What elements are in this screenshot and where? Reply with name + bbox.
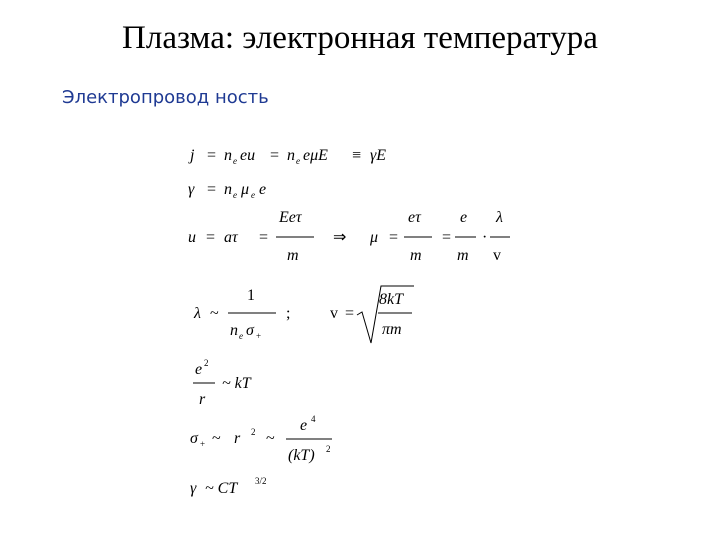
f3-mu: μ: [370, 229, 379, 246]
f4-root-num: 8kT: [379, 291, 403, 308]
f6-t1: ~: [212, 430, 221, 447]
f1-eu: eu: [240, 147, 256, 164]
f3-eq3: =: [389, 229, 399, 246]
f5-rhs: ~ kT: [222, 375, 251, 392]
f1-gammaE: γE: [370, 147, 387, 164]
f6-r: r: [234, 430, 241, 447]
f3-num1: Eeτ: [279, 209, 302, 226]
f1-eq1: =: [207, 147, 217, 164]
f7-rhs: ~ CT: [205, 480, 238, 497]
formula-coulomb-energy: [193, 358, 252, 408]
f3-eq2: =: [259, 229, 269, 246]
f6-num: e: [300, 417, 308, 434]
f4-num: 1: [247, 287, 255, 304]
formula-temperature-dependence: [190, 476, 267, 497]
slide-title: Плазма: электронная температура: [122, 20, 598, 56]
f4-den-sub: e: [239, 331, 243, 341]
f2-sub1: e: [233, 190, 237, 200]
f4-lambda: λ: [194, 305, 201, 322]
f6-sigma: σ: [190, 430, 198, 447]
f1-sub2: e: [296, 156, 300, 166]
f3-den4: v: [493, 247, 501, 264]
formula-free-path: [193, 286, 414, 343]
f2-e: e: [259, 181, 267, 198]
f3-num2: eτ: [408, 209, 421, 226]
formula-drift-velocity: [188, 209, 510, 264]
formula-current-density: [188, 147, 386, 166]
f4-den-sigma: σ: [246, 322, 254, 339]
f5-num-sup: 2: [204, 358, 209, 368]
f4-den-plus: +: [256, 331, 262, 341]
f2-sub2: e: [251, 190, 255, 200]
f7-gamma: γ: [190, 480, 197, 497]
f4-eq: =: [345, 305, 355, 322]
f4-root-den: πm: [382, 321, 402, 338]
f6-den: (kT): [288, 447, 315, 464]
f6-den-sup: 2: [326, 444, 331, 454]
f6-r-sup: 2: [251, 427, 256, 437]
formula-conductivity: [188, 181, 266, 200]
f3-u: u: [188, 229, 196, 246]
f4-den-n: n: [230, 322, 238, 339]
f1-j: j: [190, 147, 195, 164]
f7-sup: 3/2: [255, 476, 267, 486]
f3-dot: ·: [482, 229, 488, 246]
f3-eq1: =: [206, 229, 216, 246]
f4-v: v: [330, 305, 338, 322]
f1-equiv: ≡: [352, 147, 362, 164]
f1-sub1: e: [233, 156, 237, 166]
f6-plus: +: [200, 439, 206, 449]
f3-den1: m: [287, 247, 299, 264]
f5-num: e: [195, 361, 203, 378]
f3-atau: aτ: [224, 229, 238, 246]
f6-num-sup: 4: [311, 414, 316, 424]
f5-den: r: [199, 391, 206, 408]
f3-num4: λ: [496, 209, 503, 226]
f1-emuE: eμE: [303, 147, 328, 164]
f2-eq: =: [207, 181, 217, 198]
f2-gamma: γ: [188, 181, 195, 198]
f1-n1: n: [224, 147, 232, 164]
f6-t2: ~: [266, 430, 275, 447]
f2-mu: μ: [241, 181, 250, 198]
f1-eq2: =: [270, 147, 280, 164]
f3-den2: m: [410, 247, 422, 264]
f3-eq4: =: [442, 229, 452, 246]
f2-n: n: [224, 181, 232, 198]
f4-tilde: ~: [210, 305, 219, 322]
f3-num3: e: [460, 209, 468, 226]
f1-n2: n: [287, 147, 295, 164]
f3-arrow: ⇒: [333, 229, 347, 246]
f3-den3: m: [457, 247, 469, 264]
formula-cross-section: [190, 414, 332, 464]
slide-subtitle: Электропровод ность: [62, 87, 269, 108]
f4-semi: ;: [286, 305, 291, 322]
